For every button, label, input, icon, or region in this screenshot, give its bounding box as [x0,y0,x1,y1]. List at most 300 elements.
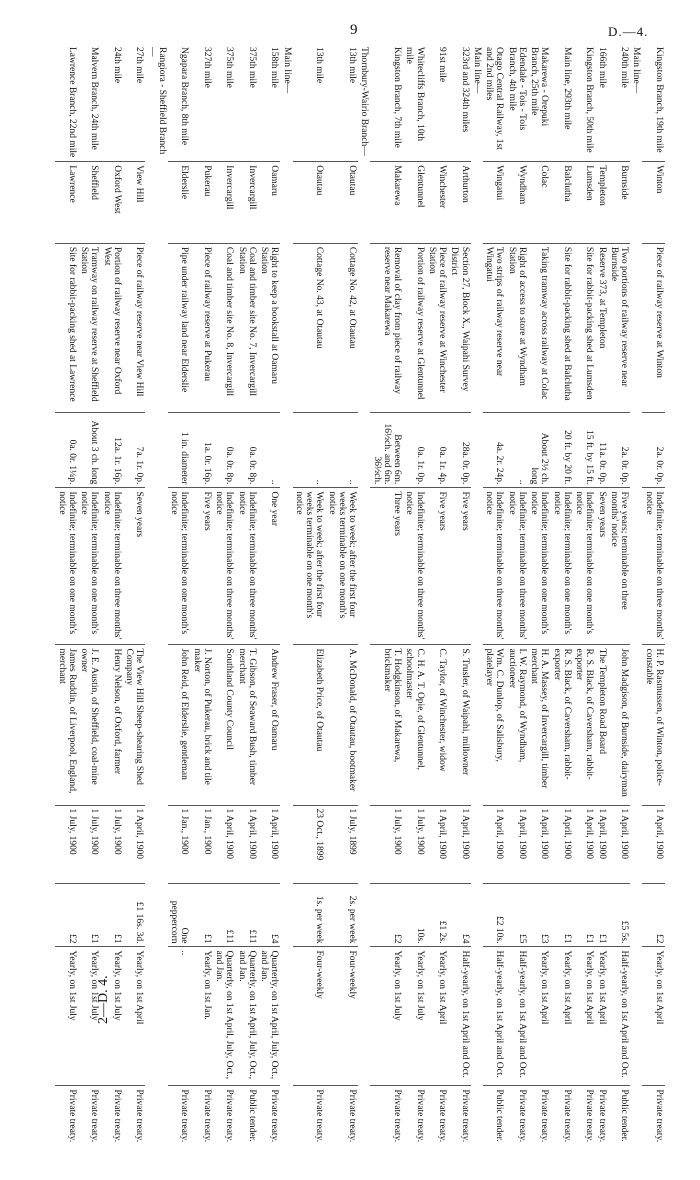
cell-how-disposed: Private treaty. [293,1086,326,1169]
cell-lessee [471,645,483,805]
cell-area: 28a. 0r. 0p. [448,412,471,488]
cell-lessee: H. A. Massey, of Invercargill, timber merchant [528,645,551,805]
table-row [528,44,551,1169]
cell-term [281,488,293,645]
cell-term: Week to week; after the first four weeks terminable on one month's notice [326,488,359,645]
cell-commencement: 1 Jan., 1900 [191,805,214,884]
cell-lessee: The Templeton Road Board [596,645,608,805]
cell-how-disposed: Private treaty. [191,1086,214,1169]
cell-locality: Thornbury-Wairio Branch— [359,47,370,156]
cell-rental: £11 [213,884,236,947]
cell-term: Seven years [596,488,608,645]
cell-description: Two strips of railway reserve near Wingatui [483,243,506,412]
cell-payment-terms: Yearly, on 1st Jan. [191,947,214,1086]
cell-commencement: 1 April, 1900 [123,805,146,884]
cell-lessee: John Madgison, of Burnside, dairyman [608,645,631,805]
cell-payment-terms: Half-yearly, on 1st April and Oct. [506,947,529,1086]
cell-how-disposed [146,1086,169,1169]
cell-commencement [358,805,370,884]
table-row [78,44,101,1169]
cell-station: Arthurton [448,162,471,244]
cell-lessee: A. McDonald, of Otautau, bootmaker [326,645,359,805]
cell-rental: 2s. per week [326,884,359,947]
section-heading-row [630,44,642,1169]
cell-commencement: 1 April, 1900 [483,805,506,884]
cell-description: Cottage No. 42, at Otautau [326,243,359,412]
cell-how-disposed: Private treaty. [448,1086,471,1169]
cell-station: Wyndham [506,162,529,244]
cell-lessee: R. S. Black, of Caversham, rabbit-exporter [573,645,596,805]
cell-how-disposed: Private treaty. [326,1086,359,1169]
cell-station: View Hill [123,162,146,244]
cell-locality: Edendale - Tois - Tois Branch, 4th mile [506,47,527,131]
cell-lessee: Elizabeth Price, of Otautau [293,645,326,805]
cell-description: Right of access to store at Wyndham Station [506,243,529,412]
cell-payment-terms: Yearly, on 1st July [371,947,404,1086]
cell-payment-terms: Quarterly, on 1st April, July, Oct., and Jan. [213,947,236,1086]
cell-term: Indefinite; terminable on one month's notice [78,488,101,645]
cell-how-disposed [630,1086,642,1169]
cell-description: Cottage No. 43, at Otautau [293,243,326,412]
cell-commencement [471,805,483,884]
cell-area: .. [258,412,281,488]
cell-lessee: The View Hill Sheep-shearing Shed Company [123,645,146,805]
cell-commencement: 23 Oct., 1899 [293,805,326,884]
cell-how-disposed: Public tender. [236,1086,259,1169]
cell-locality: 27th mile [134,47,145,84]
cell-payment-terms [358,947,370,1086]
cell-locality: Kingston Branch, 7th mile [392,47,403,148]
cell-locality: Rangiora - Sheffield Branch— [146,47,167,155]
cell-lessee: Southland County Council [213,645,236,805]
cell-description: Removal of clay from piece of railway reserve near Makarewa [371,243,404,412]
cell-description [358,243,370,412]
cell-description: Portion of railway reserve at Glentunnel [403,243,426,412]
cell-lessee: I. W. Raymond, of Wyndham, auctioneer [506,645,529,805]
cell-commencement: 1 July, 1899 [326,805,359,884]
cell-area [281,412,293,488]
table-row [483,44,506,1169]
cell-payment-terms: Four-weekly [293,947,326,1086]
cell-rental: £2 10s. [483,884,506,947]
cell-commencement: 1 April, 1900 [528,805,551,884]
cell-locality: Ngapara Branch, 8th mile [179,47,190,146]
cell-station: Balclutha [551,162,574,244]
cell-station: Burnside [608,162,631,244]
cell-area: 0a. 1r. 4p. [426,412,449,488]
cell-commencement: 1 April, 1900 [426,805,449,884]
cell-payment-terms: Yearly, on 1st July [101,947,124,1086]
cell-rental: £1 [78,884,101,947]
cell-description: Site for rabbit-packing shed at Lawrence [56,243,79,412]
cell-description [146,243,169,412]
cell-rental [358,884,370,947]
cell-lessee: H. P. Rasmussen, of Winton, police-constable [643,645,666,805]
cell-commencement: 1 April, 1900 [596,805,608,884]
cell-description: Piece of railway reserve at Winton [643,243,666,412]
cell-locality: 375th mile [224,47,235,88]
table-row [608,44,631,1169]
cell-how-disposed: Private treaty. [123,1086,146,1169]
cell-how-disposed: Private treaty. [101,1086,124,1169]
table-row [213,44,236,1169]
table-row [101,44,124,1169]
cell-station: Otautau [326,162,359,244]
cell-payment-terms: Yearly, on 1st April [528,947,551,1086]
cell-locality: Malvern Branch, 24th mile [89,47,100,150]
cell-area: .. [293,412,326,488]
cell-station: Elderslie [168,162,191,244]
cell-station: Lawrence [56,162,79,244]
cell-rental: £1 [101,884,124,947]
cell-station: Invercargill [236,162,259,244]
cell-area [630,412,642,488]
cell-area: 0a. 0r. 8p. [213,412,236,488]
table-row [506,44,529,1169]
cell-locality: Makarewa - Orepuki Branch, 25th mile [529,47,550,127]
cell-area: 0a. 1r. 0p. [403,412,426,488]
cell-payment-terms: Yearly, on 1st April [643,947,666,1086]
cell-how-disposed: Private treaty. [168,1086,191,1169]
cell-locality: 13th mile [347,47,358,84]
cell-rental: £1 [596,884,608,947]
cell-station [358,162,370,244]
cell-area: 11a. 0r. 0p. [596,412,608,488]
table-row [191,44,214,1169]
cell-area: .. [506,412,529,488]
cell-description: Taking tramway across railway at Colac [528,243,551,412]
cell-term: Indefinite; terminable on one month's notice [168,488,191,645]
cell-rental [630,884,642,947]
table-row [426,44,449,1169]
cell-how-disposed: Public tender. [483,1086,506,1169]
cell-description: Piece of railway reserve near View Hill [123,243,146,412]
cell-term: Seven years [123,488,146,645]
cell-area: 4a. 2r. 24p. [483,412,506,488]
cell-lessee: Andrew Fraser, of Oamaru [258,645,281,805]
cell-term: Indefinite; terminable on three months' notice [213,488,236,645]
cell-commencement: 1 July, 1900 [101,805,124,884]
cell-commencement: 1 April, 1900 [643,805,666,884]
cell-station [281,162,293,244]
cell-how-disposed: Private treaty. [56,1086,79,1169]
cell-station: Oamaru [258,162,281,244]
cell-area: 0a. 0r. 8p. [236,412,259,488]
cell-area: 15 ft. by 15 ft. [573,412,596,488]
cell-rental: £11 [236,884,259,947]
cell-lessee: T. Gibson, of Seaward Bush, timber merchant [236,645,259,805]
cell-commencement: 1 July, 1900 [403,805,426,884]
cell-payment-terms: Yearly, on 1st April [596,947,608,1086]
cell-commencement: 1 July, 1900 [78,805,101,884]
cell-commencement: 1 April, 1900 [506,805,529,884]
cell-description: Site for rabbit-packing shed at Balclutha [551,243,574,412]
cell-payment-terms: Yearly, on 1st April [123,947,146,1086]
cell-payment-terms: Yearly, on 1st July [78,947,101,1086]
cell-lessee: J. E. Austin, of Sheffield, coal-mine owner [78,645,101,805]
cell-term: Indefinite; terminable on one month's notice [56,488,79,645]
cell-how-disposed [471,1086,483,1169]
cell-area: .. [326,412,359,488]
cell-how-disposed: Private treaty. [78,1086,101,1169]
cell-area: 12a. 1r. 16p. [101,412,124,488]
cell-term [146,488,169,645]
cell-payment-terms: Half-yearly, on 1st April and Oct. [608,947,631,1086]
cell-commencement: 1 April, 1900 [236,805,259,884]
cell-description: Piece of railway reserve at Winchester Station [426,243,449,412]
cell-area: 2a. 0r. 0p. [643,412,666,488]
cell-area: 7a. 1r. 0p. [123,412,146,488]
section-heading-row [358,44,370,1169]
cell-term: Indefinite; terminable on three months' notice [101,488,124,645]
cell-locality: Main line— [631,47,642,94]
cell-lessee: R. S. Black, of Caversham, rabbit-exporter [551,645,574,805]
cell-description: Coal and timber site No. 8, Invercargill [213,243,236,412]
cell-description: Site for rabbit-packing shed at Lumsden [573,243,596,412]
section-heading-row [281,44,293,1169]
cell-commencement [281,805,293,884]
table-row [596,44,608,1169]
cell-payment-terms: Yearly, on 1st April [426,947,449,1086]
leases-table [56,44,666,1169]
cell-commencement [630,805,642,884]
cell-rental [471,884,483,947]
cell-station: Templeton [596,162,608,244]
cell-station: Invercargill [213,162,236,244]
cell-payment-terms: Quarterly, on 1st April, July, Oct., and Jan. [258,947,281,1086]
cell-commencement: 1 April, 1900 [551,805,574,884]
cell-term: Five years; terminable on three months' notice [608,488,631,645]
rotated-table-region [35,44,665,1169]
cell-lessee: S. Trusler, of Waipahi, millowner [448,645,471,805]
cell-lessee: James Ruddin, of Liverpool, England, merchant [56,645,79,805]
cell-station: Pukerau [191,162,214,244]
cell-rental: One peppercorn [168,884,191,947]
cell-description [630,243,642,412]
cell-rental: 1s. per week [293,884,326,947]
cell-term: Indefinite; terminable on one month's notice [573,488,596,645]
cell-area: About 3 ch. long [78,412,101,488]
cell-payment-terms: Half-yearly, on 1st April and Oct. [448,947,471,1086]
signature-mark: 2—D. 4. [96,975,111,1024]
table-row [551,44,574,1169]
cell-rental: £4 [448,884,471,947]
cell-term: Indefinite; terminable on three months' notice [643,488,666,645]
cell-payment-terms: Yearly, on 1st July [403,947,426,1086]
cell-description: Pipe under railway land near Elderslie [168,243,191,412]
cell-term: Week to week; after the first four weeks terminable on one month's notice [293,488,326,645]
cell-description: Section 27, Block X., Waipahi Survey District [448,243,471,412]
cell-payment-terms: Half-yearly, on 1st April and Oct. [483,947,506,1086]
cell-station: Sheffield [78,162,101,244]
cell-how-disposed [281,1086,293,1169]
cell-area: Between 6m. 16½ch. and 6m. 36½ch. [371,412,404,488]
cell-how-disposed: Private treaty. [573,1086,596,1169]
cell-lessee: John Reid, of Elderslie, gentleman [168,645,191,805]
cell-description [281,243,293,412]
cell-locality: 91st mile [437,47,448,83]
table-row [56,44,79,1169]
cell-area [358,412,370,488]
cell-station: Glentunnel [403,162,426,244]
table-row [326,44,359,1169]
cell-rental: £1 [191,884,214,947]
cell-rental: £1 [573,884,596,947]
cell-how-disposed: Private treaty. [643,1086,666,1169]
cell-area: 2a. 0r. 0p. [608,412,631,488]
cell-term: Indefinite; terminable on three months' notice [506,488,529,645]
cell-how-disposed: Private treaty. [371,1086,404,1169]
cell-term: Five years [426,488,449,645]
cell-rental: £4 [258,884,281,947]
cell-commencement: 1 Jan., 1900 [168,805,191,884]
cell-payment-terms: Yearly, on 1st April [573,947,596,1086]
cell-station: Winchester [426,162,449,244]
cell-rental: 10s. [403,884,426,947]
cell-description: Tramway on railway reserve at Sheffield Station [78,243,101,412]
table-row [168,44,191,1169]
cell-locality: 166th mile [596,47,607,88]
page-number: 9 [350,22,358,38]
cell-lessee: Henry Nelson, of Oxford, farmer [101,645,124,805]
cell-term: Three years [371,488,404,645]
cell-payment-terms [630,947,642,1086]
cell-rental: £2 [643,884,666,947]
cell-commencement: 1 April, 1900 [573,805,596,884]
cell-commencement: 1 April, 1900 [608,805,631,884]
cell-how-disposed: Private treaty. [403,1086,426,1169]
cell-how-disposed: Private treaty. [506,1086,529,1169]
cell-locality: 375th mile [247,47,257,88]
cell-locality: Main line, 293th mile [562,47,572,130]
table-row [448,44,471,1169]
cell-term: Indefinite; terminable on one month's notice [551,488,574,645]
table-row [573,44,596,1169]
cell-locality: 13th mile [314,47,325,84]
cell-commencement: 1 April, 1900 [213,805,236,884]
cell-area: 1 in. diameter [168,412,191,488]
cell-rental: £1 16s. 3d. [123,884,146,947]
table-body [56,44,666,1169]
cell-lessee [146,645,169,805]
cell-commencement: 1 April, 1900 [448,805,471,884]
cell-payment-terms: .. [168,947,191,1086]
cell-station: Lumsden [573,162,596,244]
cell-lessee: T. Hodgkinson, of Makarewa, brickmaker [371,645,404,805]
cell-lessee: C. H. A. T. Opie, of Glentunnel, schoolmaster [403,645,426,805]
cell-payment-terms [146,947,169,1086]
cell-description [471,243,483,412]
cell-how-disposed: Public tender. [608,1086,631,1169]
cell-lessee [358,645,370,805]
cell-how-disposed: Private treaty. [426,1086,449,1169]
cell-payment-terms: Yearly, on 1st April [551,947,574,1086]
cell-locality: Main line— [472,47,482,94]
cell-lessee: J. Norton, of Pukerau, brick and tile maker [191,645,214,805]
cell-rental: £1 [551,884,574,947]
cell-term: One year [258,488,281,645]
cell-term [630,488,642,645]
cell-station [471,162,483,244]
table-row [371,44,404,1169]
cell-rental: £2 [371,884,404,947]
cell-how-disposed: Private treaty. [258,1086,281,1169]
cell-area: 20 ft. by 20 ft. [551,412,574,488]
cell-locality: Lawrence Branch, 22nd mile [67,47,77,158]
cell-description: Piece of railway reserve at Pukerau [191,243,214,412]
cell-area [146,412,169,488]
cell-station: Otautau [293,162,326,244]
cell-locality: 323rd and 324th miles [459,47,470,133]
cell-station: Oxford West [101,162,124,244]
cell-lessee [281,645,293,805]
table-row [258,44,281,1169]
cell-rental: £3 [528,884,551,947]
cell-term: Indefinite; terminable on three months' notice [236,488,259,645]
cell-description: Portion of railway reserve near Oxford West [101,243,124,412]
cell-term: Five years [448,488,471,645]
cell-rental: £5 [506,884,529,947]
cell-term: Indefinite; terminable on one month's notice [528,488,551,645]
cell-commencement [146,805,169,884]
section-heading-row [471,44,483,1169]
cell-station: Wingatui [483,162,506,244]
cell-term: Indefinite; terminable on three months' notice [403,488,426,645]
cell-payment-terms [471,947,483,1086]
cell-rental [281,884,293,947]
cell-area: 0a. 0r. 1¼p. [56,412,79,488]
cell-how-disposed: Private treaty. [551,1086,574,1169]
cell-rental: £2 [56,884,79,947]
cell-lessee [630,645,642,805]
section-heading-row [146,44,169,1169]
cell-locality: 158th mile [269,47,280,88]
cell-station: Colac [528,162,551,244]
cell-rental [146,884,169,947]
table-row [293,44,326,1169]
cell-how-disposed: Private treaty. [528,1086,551,1169]
cell-locality: Kingston Branch, 19th mile [654,47,664,153]
cell-locality: Main line— [281,47,292,94]
cell-lessee: Wm. C. Dunlop, of Salisbury, platelayer [483,645,506,805]
cell-station [146,162,169,244]
cell-description: Reserve 373, at Templeton [596,243,608,412]
cell-term [358,488,370,645]
cell-payment-terms [281,947,293,1086]
cell-station: Winton [643,162,666,244]
cell-commencement: 1 July, 1900 [56,805,79,884]
cell-locality: Kingston Branch, 50th mile [584,47,595,153]
cell-rental: £1 2s. [426,884,449,947]
cell-commencement: 1 July, 1900 [371,805,404,884]
cell-station: Makarewa [371,162,404,244]
cell-payment-terms: Yearly, on 1st July [56,947,79,1086]
page-reference: D.—4. [608,24,649,39]
cell-description: Two portions of railway reserve near Burnside [608,243,631,412]
cell-payment-terms: Quarterly, on 1st April, July, Oct., and Jan. [236,947,259,1086]
table-row [403,44,426,1169]
cell-locality: Otago Central Railway, 1st and 2nd miles [484,47,505,150]
cell-description: Right to keep a bookstall at Oamaru Station [258,243,281,412]
cell-area: 1a. 0r. 16p. [191,412,214,488]
cell-rental: £5 5s. [608,884,631,947]
table-row [236,44,259,1169]
cell-area: About 2½ ch. long [528,412,551,488]
cell-term: Indefinite; terminable on three months' notice [483,488,506,645]
cell-term [471,488,483,645]
cell-payment-terms: Four-weekly [326,947,359,1086]
cell-how-disposed: Private treaty. [213,1086,236,1169]
